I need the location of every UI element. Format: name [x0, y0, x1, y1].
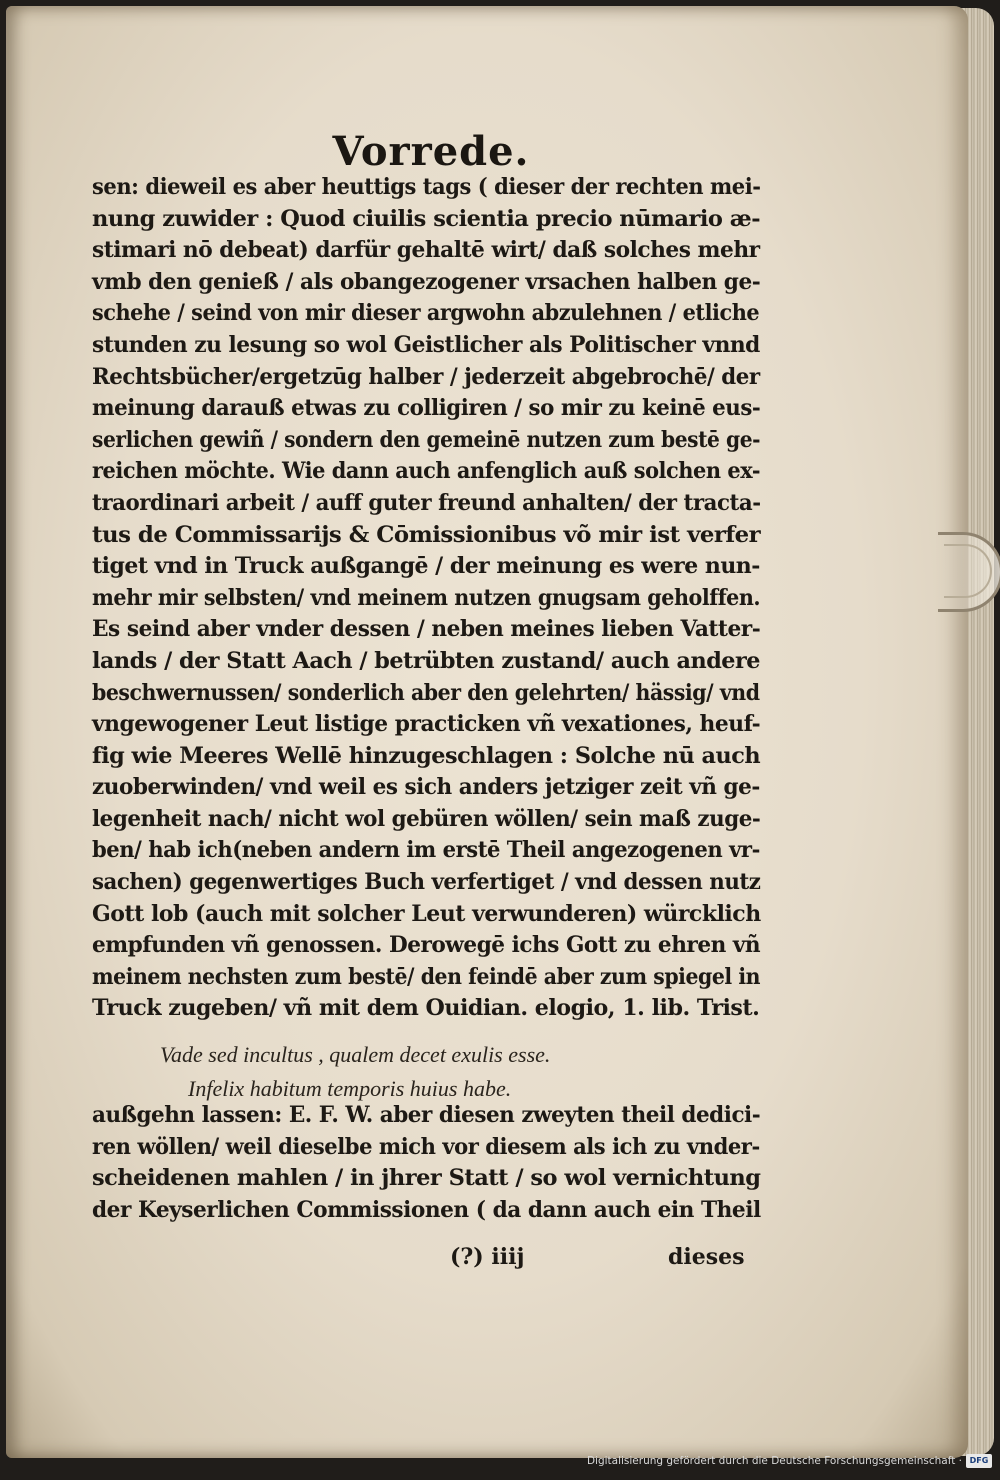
verse-line: Infelix habitum temporis huius habe.: [188, 1076, 512, 1101]
verse-quote: [160, 1038, 760, 1106]
text-line: reichen möchte. Wie dann auch anfenglich auß solchen ex-: [92, 458, 761, 485]
text-line: außgehn lassen: E. F. W. aber diesen zweyten theil dedici-: [92, 1102, 761, 1128]
text-line: ren wöllen/ weil dieselbe mich vor diesem als ich zu vnder-: [92, 1133, 760, 1160]
body-text-continued: [92, 1100, 760, 1226]
text-line: traordinari arbeit / auff guter freund anhalten/ der tracta-: [92, 489, 761, 516]
text-line: tiget vnd in Truck außgangē / der meinung es were nun-: [92, 553, 760, 580]
text-line: Truck zugeben/ vñ mit dem Ouidian. elogio, 1. lib. Trist.: [92, 995, 760, 1022]
page-footer: [0, 1244, 1000, 1276]
page-heading: Vorrede.: [332, 128, 530, 175]
text-line: Rechtsbücher/ergetzūg halber / jederzeit abgebrochē/ der: [92, 363, 760, 390]
text-line: tus de Commissarijs & Cōmissionibus võ mir ist verfer: [92, 521, 761, 548]
text-line: scheidenen mahlen / in jhrer Statt / so wol vernichtung: [92, 1165, 761, 1192]
text-line: meinem nechsten zum bestē/ den feindē aber zum spiegel in: [92, 963, 761, 990]
body-text: [92, 172, 760, 1025]
text-line: legenheit nach/ nicht wol gebüren wöllen/ sein maß zuge-: [92, 805, 761, 832]
text-line: der Keyserlichen Commissionen ( da dann auch ein Theil: [92, 1196, 761, 1223]
digitization-credit: Digitalisierung gefördert durch die Deutsche Forschungsgemeinschaft ·: [586, 1455, 962, 1467]
text-line: stunden zu lesung so wol Geistlicher als Politischer vnnd: [92, 331, 760, 358]
text-line: Gott lob (auch mit solcher Leut verwunderen) würcklich: [92, 900, 761, 927]
text-line: serlichen gewiñ / sondern den gemeinē nutzen zum bestē ge-: [92, 426, 761, 453]
text-line: stimari nō debeat) darfür gehaltē wirt/ daß solches mehr: [92, 237, 760, 264]
text-line: ben/ hab ich(neben andern im erstē Theil angezogenen vr-: [92, 837, 760, 864]
text-line: vmb den genieß / als obangezogener vrsachen halben ge-: [92, 268, 761, 295]
text-line: sachen) gegenwertiges Buch verfertiget / vnd dessen nutz: [92, 869, 761, 896]
text-line: lands / der Statt Aach / betrübten zustand/ auch andere: [92, 647, 760, 674]
catchword: dieses: [668, 1244, 745, 1270]
text-line: meinung darauß etwas zu colligiren / so mir zu keinē eus-: [92, 395, 761, 422]
text-line: schehe / seind von mir dieser argwohn abzulehnen / etliche: [92, 300, 760, 327]
text-line: mehr mir selbsten/ vnd meinem nutzen gnugsam geholffen.: [92, 584, 761, 611]
text-line: zuoberwinden/ vnd weil es sich anders jetziger zeit vñ ge-: [92, 774, 760, 801]
verse-line: Vade sed incultus , qualem decet exulis esse.: [160, 1042, 551, 1067]
signature-mark: (?) iiij: [450, 1244, 525, 1270]
text-line: beschwernussen/ sonderlich aber den gelehrten/ hässig/ vnd: [92, 679, 760, 706]
text-line: nung zuwider : Quod ciuilis scientia precio nūmario æ-: [92, 205, 761, 232]
text-line: sen: dieweil es aber heuttigs tags ( dieser der rechten mei-: [92, 174, 761, 200]
text-line: Es seind aber vnder dessen / neben meines lieben Vatter-: [92, 616, 761, 643]
dfg-logo: DFG: [966, 1454, 992, 1468]
text-line: vngewogener Leut listige practicken vñ vexationes, heuf-: [92, 711, 761, 738]
text-line: empfunden vñ genossen. Derowegē ichs Gott zu ehren vñ: [92, 932, 761, 959]
text-line: fig wie Meeres Wellē hinzugeschlagen : Solche nū auch: [92, 742, 761, 769]
